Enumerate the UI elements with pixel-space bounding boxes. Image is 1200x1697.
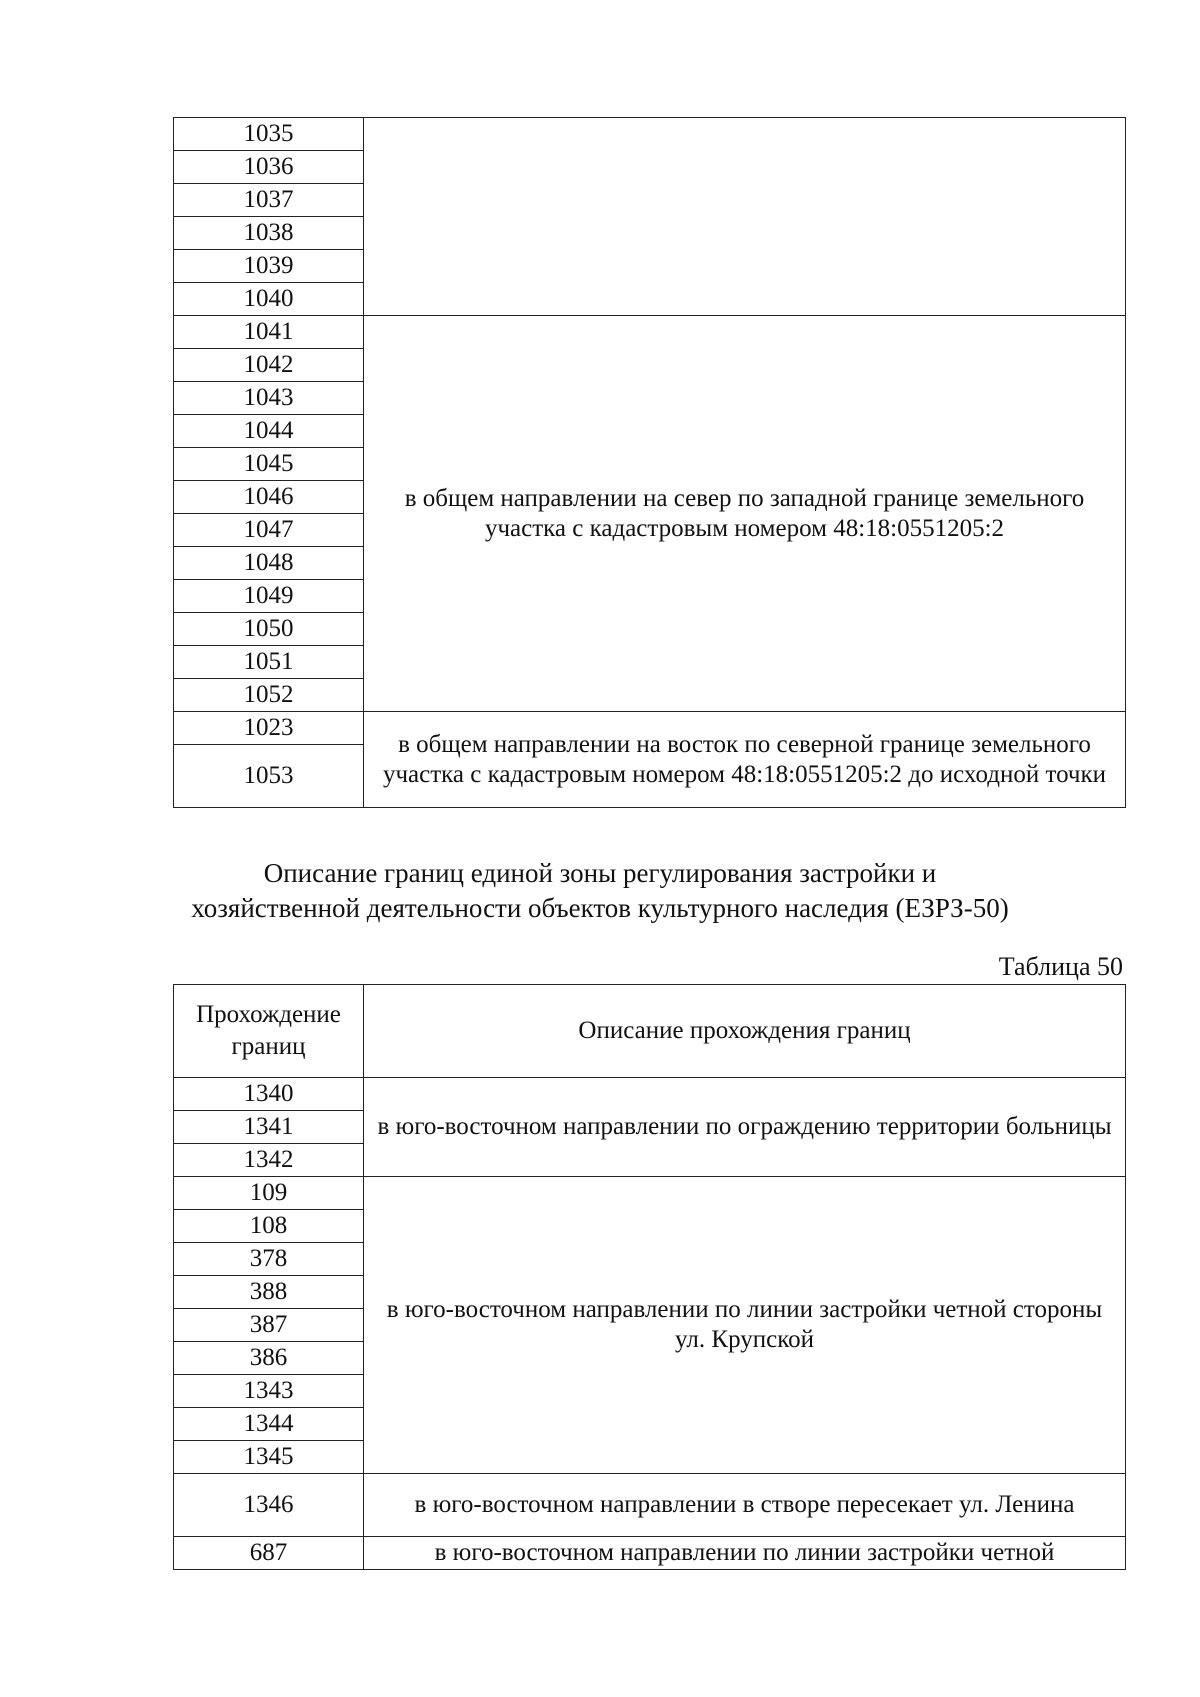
table-row bbox=[174, 1474, 1126, 1537]
point-number: 1343 bbox=[174, 1375, 364, 1408]
point-number: 1036 bbox=[174, 151, 364, 184]
point-number: 1039 bbox=[174, 250, 364, 283]
point-number: 1023 bbox=[174, 712, 364, 745]
route-description: в юго-восточном направлении по ограждению территории больницы bbox=[364, 1078, 1126, 1177]
point-number: 386 bbox=[174, 1342, 364, 1375]
point-number: 1053 bbox=[174, 745, 364, 808]
route-description: в общем направлении на восток по северной границе земельного участка с кадастровым номером 48:18:0551205:2 до исходной точки bbox=[364, 712, 1126, 808]
point-number: 1043 bbox=[174, 382, 364, 415]
boundary-table-continued bbox=[173, 117, 1126, 808]
boundary-table-50 bbox=[173, 984, 1126, 1570]
point-number: 1341 bbox=[174, 1111, 364, 1144]
point-number: 1342 bbox=[174, 1144, 364, 1177]
point-number: 1035 bbox=[174, 118, 364, 151]
point-number: 1041 bbox=[174, 316, 364, 349]
section-title-line-1: Описание границ единой зоны регулирования застройки и bbox=[263, 858, 937, 888]
point-number: 108 bbox=[174, 1210, 364, 1243]
point-number: 109 bbox=[174, 1177, 364, 1210]
point-number: 1050 bbox=[174, 613, 364, 646]
point-number: 1037 bbox=[174, 184, 364, 217]
point-number: 378 bbox=[174, 1243, 364, 1276]
column-header-passage: Прохождение границ bbox=[174, 985, 364, 1078]
table-row bbox=[174, 1177, 1126, 1210]
route-description: в юго-восточном направлении по линии застройки четной стороны ул. Крупской bbox=[364, 1177, 1126, 1474]
point-number: 1340 bbox=[174, 1078, 364, 1111]
point-number: 1346 bbox=[174, 1474, 364, 1537]
route-description bbox=[364, 118, 1126, 316]
point-number: 388 bbox=[174, 1276, 364, 1309]
table-header-row bbox=[174, 985, 1126, 1078]
point-number: 1042 bbox=[174, 349, 364, 382]
point-number: 1040 bbox=[174, 283, 364, 316]
table-row bbox=[174, 712, 1126, 745]
point-number: 1038 bbox=[174, 217, 364, 250]
point-number: 1049 bbox=[174, 580, 364, 613]
table-caption: Таблица 50 bbox=[998, 952, 1123, 981]
point-number: 687 bbox=[174, 1537, 364, 1570]
table-row bbox=[174, 1078, 1126, 1111]
route-description: в юго-восточном направлении в створе пересекает ул. Ленина bbox=[364, 1474, 1126, 1537]
point-number: 1344 bbox=[174, 1408, 364, 1441]
point-number: 387 bbox=[174, 1309, 364, 1342]
route-description: в общем направлении на север по западной границе земельного участка с кадастровым номером 48:18:0551205:2 bbox=[364, 316, 1126, 712]
column-header-description: Описание прохождения границ bbox=[364, 985, 1126, 1078]
point-number: 1044 bbox=[174, 415, 364, 448]
point-number: 1052 bbox=[174, 679, 364, 712]
point-number: 1048 bbox=[174, 547, 364, 580]
point-number: 1045 bbox=[174, 448, 364, 481]
point-number: 1051 bbox=[174, 646, 364, 679]
section-title-line-2: хозяйственной деятельности объектов культурного наследия (ЕЗРЗ-50) bbox=[191, 893, 1009, 923]
point-number: 1047 bbox=[174, 514, 364, 547]
table-row bbox=[174, 1537, 1126, 1570]
table-row bbox=[174, 316, 1126, 349]
point-number: 1046 bbox=[174, 481, 364, 514]
point-number: 1345 bbox=[174, 1441, 364, 1474]
table-row bbox=[174, 118, 1126, 151]
route-description: в юго-восточном направлении по линии застройки четной bbox=[364, 1537, 1126, 1570]
